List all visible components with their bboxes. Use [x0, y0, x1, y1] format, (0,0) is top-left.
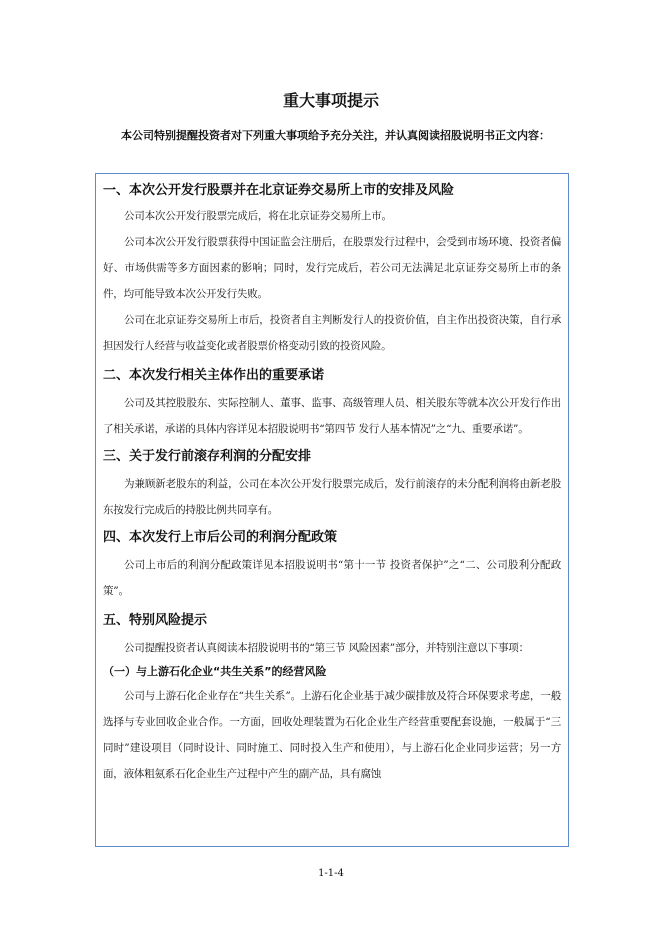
document-title: 重大事项提示: [282, 91, 379, 110]
section-1: [103, 174, 561, 359]
section-2-heading: 二、本次发行相关主体作出的重要承诺: [103, 368, 325, 383]
section-1-paragraph: 公司在北京证券交易所上市后，投资者自主判断发行人的投资价值，自主作出投资决策，自行承担因发行人经营与收益变化或者股票价格变动引致的投资风险。: [103, 314, 561, 352]
section-5-paragraph: 公司提醒投资者认真阅读本招股说明书的“第三节 风险因素”部分，并特别注意以下事项：: [124, 642, 529, 654]
subsection-1-paragraph: 公司与上游石化企业存在“共生关系”。上游石化企业基于减少碳排放及符合环保要求考虑，一般选择与专业回收企业合作。一方面，回收处理装置为石化企业生产经营重要配套设施，一般属于“三同时”建设项目（同时设计、同时施工、同时投入生产和使用），与上游石化企业同步运营；另一方面，液体粗氨系石化企业生产过程中产生的副产品，具有腐蚀: [103, 690, 561, 780]
section-5-heading: 五、特别风险提示: [103, 613, 208, 628]
intro-paragraph: 本公司特别提醒投资者对下列重大事项给予充分关注，并认真阅读招股说明书正文内容：: [121, 129, 550, 142]
section-1-heading: 一、本次公开发行股票并在北京证券交易所上市的安排及风险: [103, 183, 455, 198]
section-3-heading: 三、关于发行前滚存利润的分配安排: [103, 449, 312, 464]
notice-box: [95, 173, 569, 847]
section-1-paragraph: 公司本次公开发行股票获得中国证监会注册后，在股票发行过程中，会受到市场环境、投资者偏好、市场供需等多方面因素的影响；同时，发行完成后，若公司无法满足北京证券交易所上市的条件，均可能导致本次公开发行失败。: [103, 236, 561, 300]
subsection-1: [103, 664, 561, 787]
section-2: [103, 367, 561, 442]
section-4: [103, 529, 561, 604]
section-4-paragraph: 公司上市后的利润分配政策详见本招股说明书“第十一节 投资者保护”之“二、公司股利分配政策”。: [103, 559, 561, 597]
section-3: [103, 448, 561, 523]
section-1-paragraph: 公司本次公开发行股票完成后，将在北京证券交易所上市。: [124, 210, 392, 222]
page-number: 1-1-4: [318, 868, 344, 879]
section-2-paragraph: 公司及其控股股东、实际控制人、董事、监事、高级管理人员、相关股东等就本次公开发行作出了相关承诺，承诺的具体内容详见本招股说明书“第四节 发行人基本情况”之“九、重要承诺”。: [103, 397, 561, 435]
subsection-1-heading: （一）与上游石化企业“共生关系”的经营风险: [103, 665, 327, 678]
section-5: [103, 612, 561, 787]
section-3-paragraph: 为兼顾新老股东的利益，公司在本次公开发行股票完成后，发行前滚存的未分配利润将由新老股东按发行完成后的持股比例共同享有。: [103, 478, 561, 516]
section-4-heading: 四、本次发行上市后公司的利润分配政策: [103, 530, 338, 545]
